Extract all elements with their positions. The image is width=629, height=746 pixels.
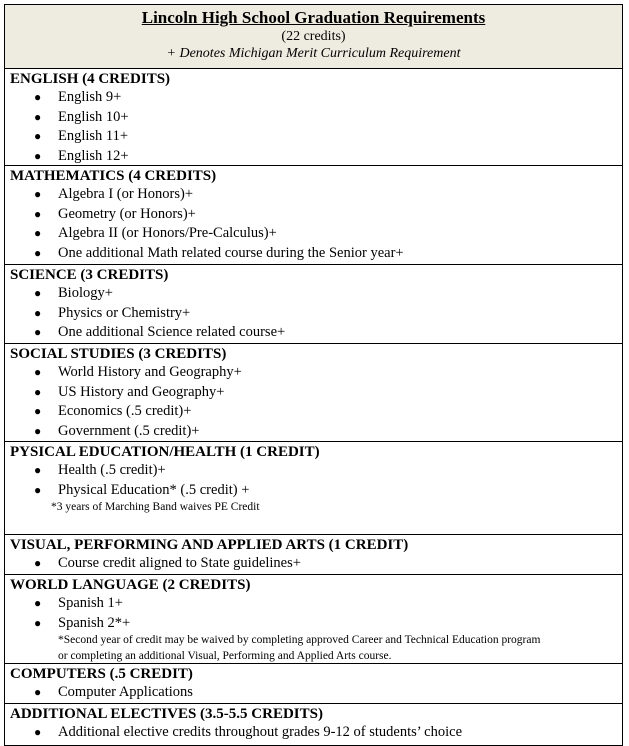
section-title: PYSICAL EDUCATION/HEALTH (1 CREDIT) [10,444,320,460]
list-item [5,481,622,501]
waiver-note-line1: *Second year of credit may be waived by completing approved Career and Technical Education program [58,634,541,646]
course-name: English 11+ [58,128,129,144]
list-item [5,363,622,383]
course-name: World History and Geography+ [58,364,242,380]
marching-band-note: *3 years of Marching Band waives PE Credit [51,501,260,513]
bullet-icon: ● [34,463,42,477]
course-name: Computer Applications [58,684,193,700]
section-social-studies [5,345,622,442]
list-item [5,185,622,205]
mmc-note: + Denotes Michigan Merit Curriculum Requirement [166,46,461,61]
course-name: Algebra I (or Honors)+ [58,186,194,202]
section-world-language [5,576,622,664]
bullet-icon: ● [34,109,42,124]
bullet-icon: ● [34,226,42,240]
course-name: Health (.5 credit)+ [58,462,166,478]
bullet-icon: ● [34,325,42,339]
section-english [5,70,622,166]
course-list [5,554,622,574]
bullet-icon: ● [34,482,42,497]
section-title: VISUAL, PERFORMING AND APPLIED ARTS (1 CREDIT) [10,537,409,553]
bullet-icon: ● [34,148,42,163]
bullet-icon: ● [34,187,42,201]
course-name: English 9+ [58,89,122,105]
list-item [5,88,622,108]
course-name: Spanish 2*+ [58,614,131,631]
list-item [5,108,622,128]
section-title: ENGLISH (4 CREDITS) [10,71,171,87]
list-item [5,127,622,147]
list-item [5,723,622,743]
bullet-icon: ● [34,685,42,699]
section-mathematics [5,167,622,265]
table-header [5,5,622,69]
course-name: Government (.5 credit)+ [58,422,200,439]
course-list [5,284,622,343]
bullet-icon: ● [34,206,42,221]
waiver-note-line2: or completing an additional Visual, Performing and Applied Arts course. [58,649,392,662]
list-item [5,304,622,324]
section-arts [5,536,622,575]
section-title: ADDITIONAL ELECTIVES (3.5-5.5 CREDITS) [10,706,323,722]
list-item [5,323,622,343]
bullet-icon: ● [34,596,42,610]
bullet-icon: ● [34,725,42,739]
course-name: English 12+ [58,147,129,164]
bullet-icon: ● [34,129,42,143]
course-list [5,723,622,743]
section-electives [5,705,622,745]
bullet-icon: ● [34,286,42,300]
course-list [5,363,622,441]
course-name: Physics or Chemistry+ [58,304,191,321]
list-item [5,284,622,304]
section-physical-education [5,443,622,535]
course-name: Course credit aligned to State guidelines+ [58,555,301,571]
course-name: Algebra II (or Honors/Pre-Calculus)+ [58,225,277,241]
list-item [5,683,622,703]
section-title: WORLD LANGUAGE (2 CREDITS) [10,577,251,593]
list-item [5,224,622,244]
course-name: Spanish 1+ [58,595,123,611]
list-item [5,554,622,574]
list-item [5,205,622,225]
bullet-icon: ● [34,556,42,570]
total-credits: (22 credits) [281,29,346,44]
course-name: US History and Geography+ [58,383,225,400]
requirements-table [4,4,623,746]
bullet-icon: ● [34,615,42,630]
course-name: Biology+ [58,285,113,301]
section-title: SCIENCE (3 CREDITS) [10,267,169,283]
section-title: COMPUTERS (.5 CREDIT) [10,666,193,682]
course-name: One additional Math related course during the Senior year+ [58,244,404,261]
course-list [5,88,622,166]
course-list [5,461,622,500]
page-title: Lincoln High School Graduation Requirements [141,8,486,27]
course-list [5,185,622,263]
section-science [5,266,622,344]
course-name: Economics (.5 credit)+ [58,403,192,419]
section-title: MATHEMATICS (4 CREDITS) [10,168,217,184]
bullet-icon: ● [34,384,42,399]
bullet-icon: ● [34,365,42,379]
list-item [5,402,622,422]
course-name: Physical Education* (.5 credit) + [58,481,250,498]
list-item [5,422,622,442]
course-list [5,594,622,633]
bullet-icon: ● [34,305,42,320]
bullet-icon: ● [34,423,42,438]
list-item [5,147,622,167]
list-item [5,461,622,481]
list-item [5,244,622,264]
course-name: English 10+ [58,108,129,125]
list-item [5,614,622,634]
course-name: Geometry (or Honors)+ [58,205,196,222]
bullet-icon: ● [34,90,42,104]
section-title: SOCIAL STUDIES (3 CREDITS) [10,346,227,362]
bullet-icon: ● [34,404,42,418]
section-computers [5,665,622,704]
course-list [5,683,622,703]
bullet-icon: ● [34,245,42,260]
list-item [5,594,622,614]
course-name: One additional Science related course+ [58,324,286,340]
list-item [5,383,622,403]
course-name: Additional elective credits throughout grades 9-12 of students’ choice [58,724,463,740]
